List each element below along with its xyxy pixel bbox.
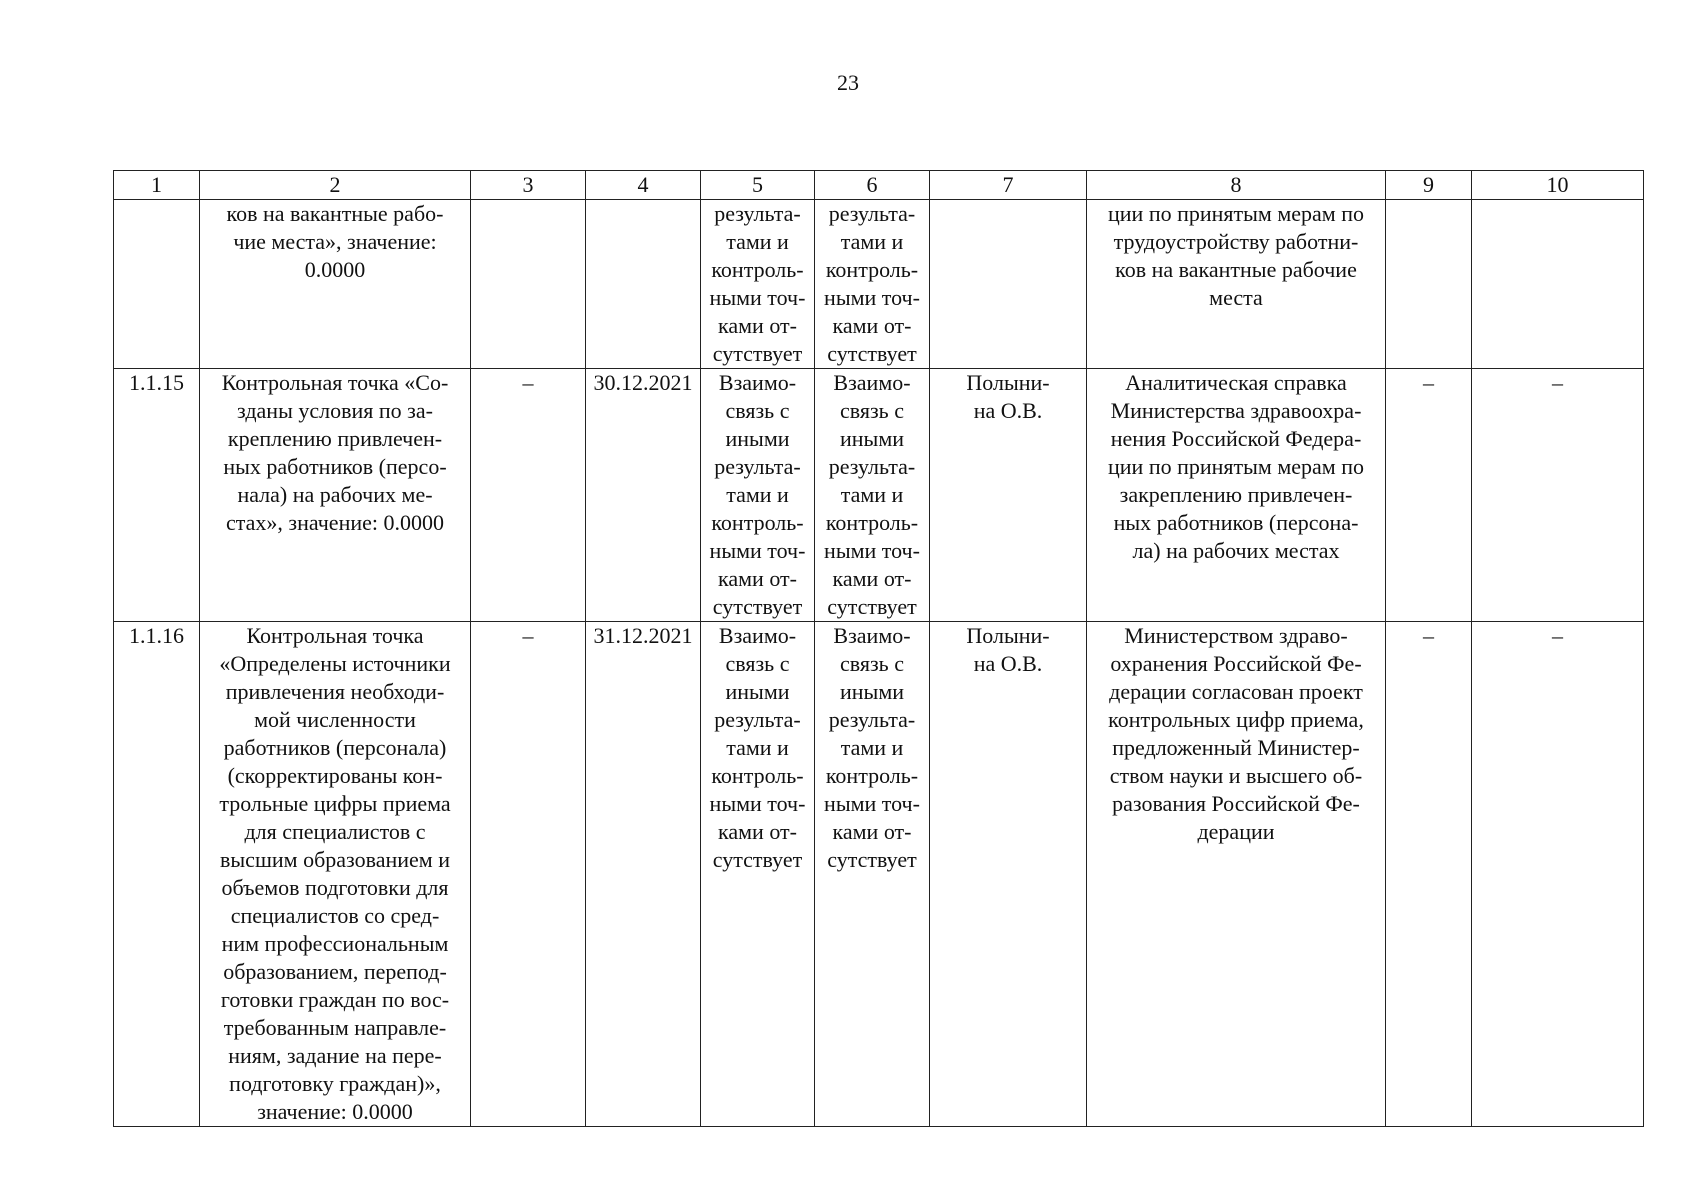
cell-number <box>114 200 200 369</box>
cell-predecessor: Взаимо- связь с иными результа- тами и контроль- ными точ- ками от- сутствует <box>701 622 815 1127</box>
cell-name: Контрольная точка «Со- зданы условия по за- креплению привлечен- ных работников (персо- нала) на рабочих ме- стах», значение: 0.0000 <box>200 369 471 622</box>
cell-col10: – <box>1472 622 1644 1127</box>
table-row <box>114 200 1644 369</box>
table-row <box>114 369 1644 622</box>
cell-col10: – <box>1472 369 1644 622</box>
cell-document: Министерством здраво- охранения Российской Фе- дерации согласован проект контрольных цифр приема, предложенный Министер- ством науки и высшего об- разования Российской Фе- дерации <box>1087 622 1386 1127</box>
column-header: 5 <box>701 171 815 200</box>
column-header: 8 <box>1087 171 1386 200</box>
cell-start <box>471 200 586 369</box>
cell-col9 <box>1386 200 1472 369</box>
column-header: 10 <box>1472 171 1644 200</box>
cell-document: Аналитическая справка Министерства здравоохра- нения Российской Федера- ции по принятым мерам по закреплению привлечен- ных работников (персона- ла) на рабочих местах <box>1087 369 1386 622</box>
cell-start: – <box>471 622 586 1127</box>
cell-start: – <box>471 369 586 622</box>
column-header: 9 <box>1386 171 1472 200</box>
cell-successor: Взаимо- связь с иными результа- тами и контроль- ными точ- ками от- сутствует <box>815 369 930 622</box>
cell-col9: – <box>1386 369 1472 622</box>
cell-end: 31.12.2021 <box>586 622 701 1127</box>
cell-predecessor: результа- тами и контроль- ными точ- ками от- сутствует <box>701 200 815 369</box>
cell-predecessor: Взаимо- связь с иными результа- тами и контроль- ными точ- ками от- сутствует <box>701 369 815 622</box>
column-header: 4 <box>586 171 701 200</box>
cell-name: Контрольная точка «Определены источники привлечения необходи- мой численности работников (персонала) (скорректированы кон- трольные цифры приема для специалистов с высшим образованием и объемов подготовки для специалистов со сред- ним профессиональным образованием, перепод- готовки граждан по вос- требованным направле- ниям, задание на пере- подготовку граждан)», значение: 0.0000 <box>200 622 471 1127</box>
cell-successor: Взаимо- связь с иными результа- тами и контроль- ными точ- ками от- сутствует <box>815 622 930 1127</box>
cell-document: ции по принятым мерам по трудоустройству работни- ков на вакантные рабочие места <box>1087 200 1386 369</box>
data-table <box>113 170 1644 1127</box>
column-header: 3 <box>471 171 586 200</box>
column-header: 7 <box>930 171 1087 200</box>
cell-responsible <box>930 200 1087 369</box>
cell-responsible: Полыни- на О.В. <box>930 369 1087 622</box>
column-header: 6 <box>815 171 930 200</box>
cell-responsible: Полыни- на О.В. <box>930 622 1087 1127</box>
cell-col9: – <box>1386 622 1472 1127</box>
cell-end <box>586 200 701 369</box>
table-row <box>114 622 1644 1127</box>
column-header: 1 <box>114 171 200 200</box>
page-number: 23 <box>837 70 859 95</box>
cell-col10 <box>1472 200 1644 369</box>
cell-number: 1.1.16 <box>114 622 200 1127</box>
column-header: 2 <box>200 171 471 200</box>
cell-number: 1.1.15 <box>114 369 200 622</box>
cell-end: 30.12.2021 <box>586 369 701 622</box>
column-number-row <box>114 171 1644 200</box>
cell-name: ков на вакантные рабо- чие места», значение: 0.0000 <box>200 200 471 369</box>
cell-successor: результа- тами и контроль- ными точ- ками от- сутствует <box>815 200 930 369</box>
